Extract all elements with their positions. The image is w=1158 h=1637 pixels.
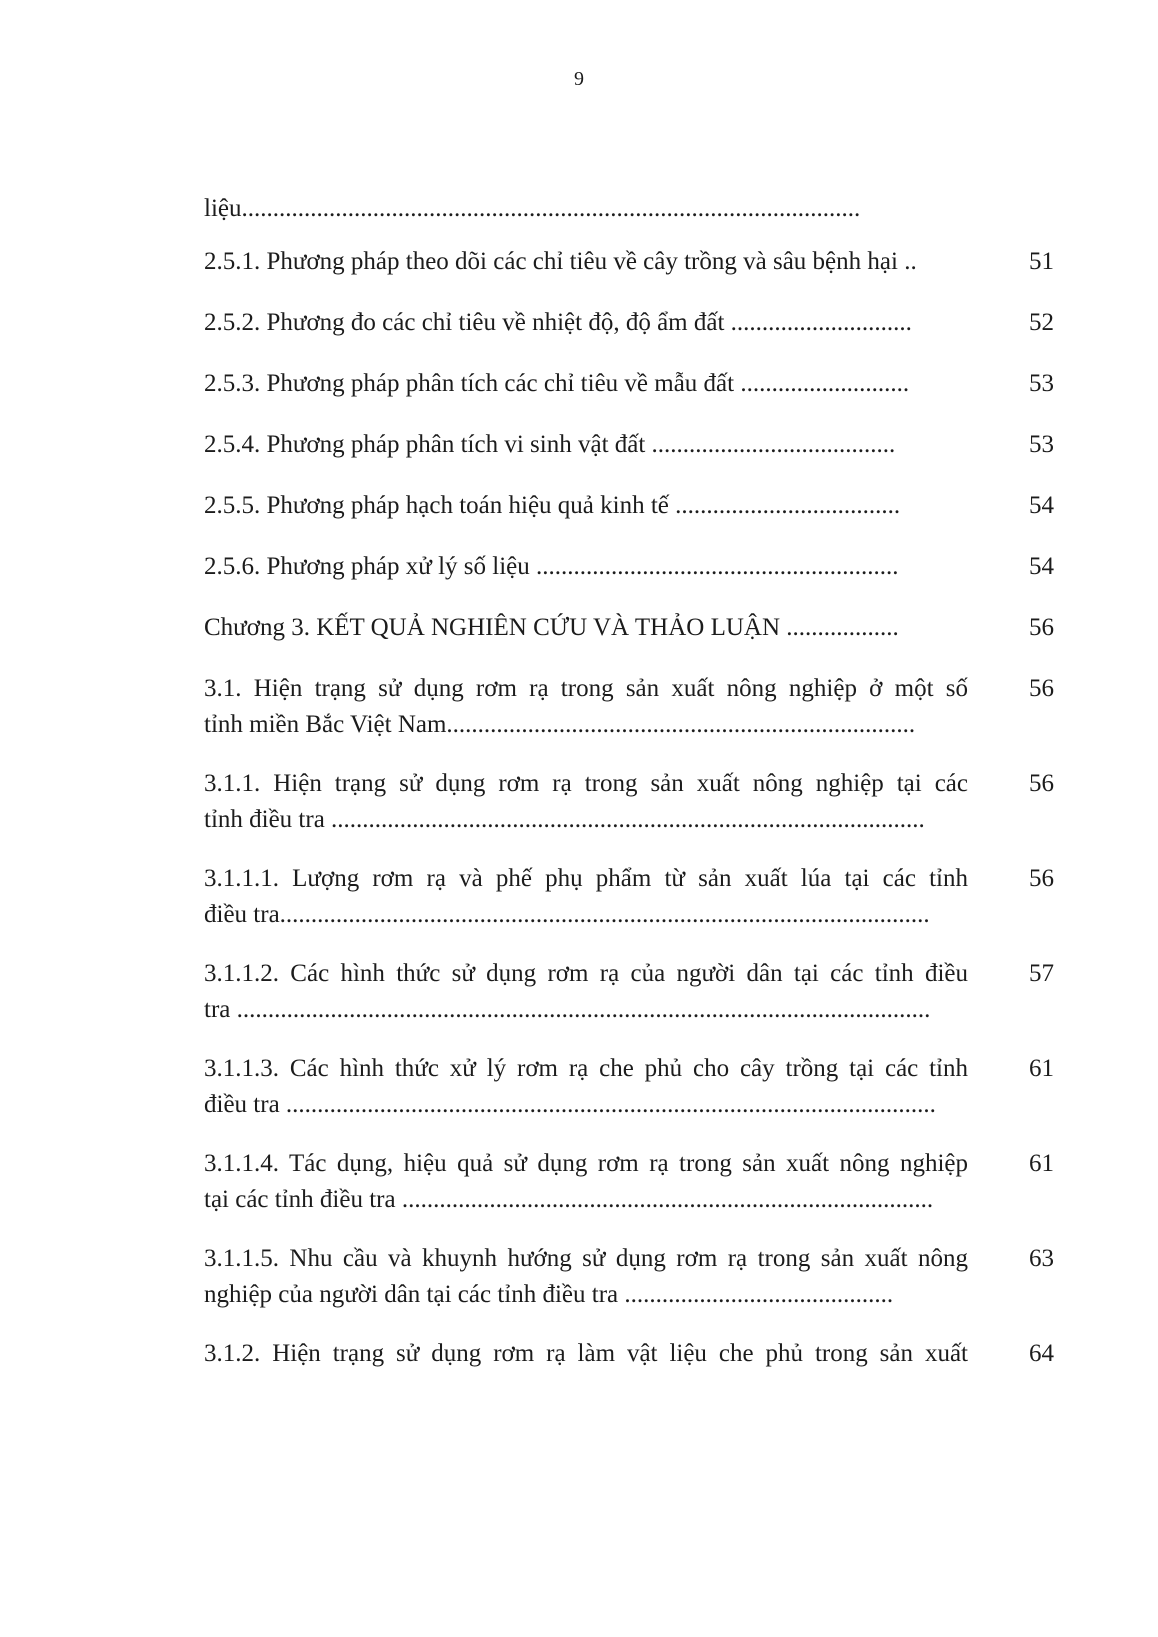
toc-entry [204, 366, 1054, 402]
toc-entry [204, 244, 1054, 280]
toc-entry-text: 3.1.2. Hiện trạng sử dụng rơm rạ làm vật liệu che phủ trong sản xuất [204, 1340, 968, 1367]
toc-entry [204, 1146, 1054, 1218]
toc-entry-page: 51 [1029, 248, 1054, 275]
toc-entry [204, 1336, 1054, 1372]
page-number: 9 [574, 68, 584, 90]
toc-chapter-heading [204, 610, 1054, 646]
toc-entry [204, 549, 1054, 585]
toc-entry-text-continued: nghiệp của người dân tại các tỉnh điều tra ........................................... [204, 1281, 894, 1308]
toc-entry-page: 61 [1029, 1055, 1054, 1082]
toc-entry-text: 3.1.1.3. Các hình thức xử lý rơm rạ che phủ cho cây trồng tại các tỉnh [204, 1055, 968, 1082]
toc-entry-text-continued: tại các tỉnh điều tra ..................................................................................... [204, 1186, 934, 1213]
toc-entry-text-continued: điều tra ........................................................................................................ [204, 1091, 936, 1118]
toc-entry-page: 56 [1029, 865, 1054, 892]
toc-entry-text: 2.5.6. Phương pháp xử lý số liệu .......................................................... [204, 553, 899, 580]
toc-entry-text-continued: tra ............................................................................................................... [204, 996, 931, 1023]
toc-entry-text: 3.1.1.5. Nhu cầu và khuynh hướng sử dụng rơm rạ trong sản xuất nông [204, 1245, 968, 1272]
toc-entry [204, 488, 1054, 524]
toc-entry [204, 1051, 1054, 1123]
toc-entry [204, 305, 1054, 341]
toc-entry-text: 2.5.2. Phương đo các chỉ tiêu về nhiệt độ, độ ẩm đất ............................. [204, 309, 912, 336]
toc-entry-text-continued: điều tra........................................................................................................ [204, 901, 930, 928]
toc-entry-text: 3.1. Hiện trạng sử dụng rơm rạ trong sản xuất nông nghiệp ở một số [204, 675, 968, 702]
toc-entry-page: 56 [1029, 614, 1054, 641]
toc-entry-page: 56 [1029, 675, 1054, 702]
toc-entry [204, 766, 1054, 838]
toc-entry-page: 52 [1029, 309, 1054, 336]
toc-entry [204, 1241, 1054, 1313]
toc-entry-text: 3.1.1. Hiện trạng sử dụng rơm rạ trong sản xuất nông nghiệp tại các [204, 770, 968, 797]
toc-entry-page: 64 [1029, 1340, 1054, 1367]
toc-entry-page: 56 [1029, 770, 1054, 797]
toc-entry-text: 3.1.1.4. Tác dụng, hiệu quả sử dụng rơm rạ trong sản xuất nông nghiệp [204, 1150, 968, 1177]
toc-entry-text-continued: tỉnh miền Bắc Việt Nam........................................................................... [204, 711, 916, 738]
toc-entry-text: Chương 3. KẾT QUẢ NGHIÊN CỨU VÀ THẢO LUẬN .................. [204, 614, 899, 641]
toc-entry-text: liệu................................................................................................... [204, 195, 861, 222]
toc-entry-page: 53 [1029, 431, 1054, 458]
toc-entry-text: 2.5.5. Phương pháp hạch toán hiệu quả kinh tế .................................... [204, 492, 901, 519]
toc-entry-page: 57 [1029, 960, 1054, 987]
toc-entry-page: 53 [1029, 370, 1054, 397]
toc-entry [204, 956, 1054, 1028]
toc-entry-text: 2.5.4. Phương pháp phân tích vi sinh vật đất ....................................... [204, 431, 896, 458]
toc-entry-text: 3.1.1.2. Các hình thức sử dụng rơm rạ của người dân tại các tỉnh điều [204, 960, 968, 987]
toc-entry [204, 861, 1054, 933]
toc-entry-text-continued: tỉnh điều tra ............................................................................................... [204, 806, 925, 833]
toc-entry-page: 61 [1029, 1150, 1054, 1177]
toc-entry-page: 54 [1029, 553, 1054, 580]
toc-entry-text: 2.5.3. Phương pháp phân tích các chỉ tiêu về mẫu đất ........................... [204, 370, 910, 397]
toc-entry [204, 671, 1054, 743]
toc-entry [204, 427, 1054, 463]
toc-entry [204, 191, 1054, 227]
toc-entry-text: 2.5.1. Phương pháp theo dõi các chỉ tiêu về cây trồng và sâu bệnh hại .. [204, 248, 917, 275]
toc-entry-page: 54 [1029, 492, 1054, 519]
toc-entry-text: 3.1.1.1. Lượng rơm rạ và phế phụ phẩm từ sản xuất lúa tại các tỉnh [204, 865, 968, 892]
toc-entry-page: 63 [1029, 1245, 1054, 1272]
